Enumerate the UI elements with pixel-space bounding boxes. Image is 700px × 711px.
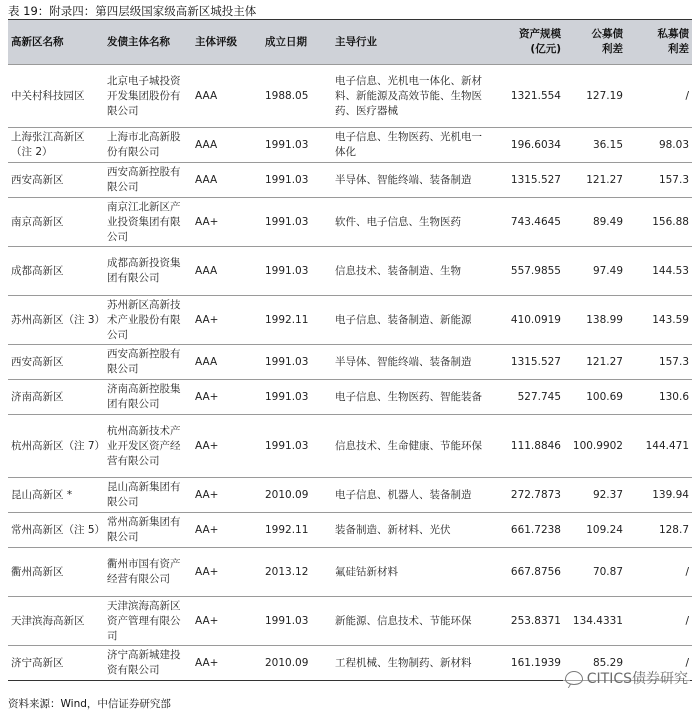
cell-rating: AA+: [192, 198, 262, 247]
cell-zone: 上海张江高新区（注 2）: [8, 128, 104, 163]
cell-public-spread: 92.37: [564, 478, 626, 513]
cell-public-spread: 97.49: [564, 247, 626, 296]
cell-zone: 杭州高新区（注 7）: [8, 415, 104, 478]
cell-public-spread: 100.69: [564, 380, 626, 415]
cell-founded: 2010.09: [262, 478, 332, 513]
cell-issuer: 苏州新区高新技术产业股份有限公司: [104, 296, 192, 345]
cell-public-spread: 121.27: [564, 345, 626, 380]
table-row: [8, 548, 692, 597]
cell-zone: 南京高新区: [8, 198, 104, 247]
header-private-spread: 私募债 利差: [626, 20, 692, 65]
cell-issuer: 南京江北新区产业投资集团有限公司: [104, 198, 192, 247]
header-rating: 主体评级: [192, 20, 262, 65]
table-caption: 表 19：附录四：第四层级国家级高新区城投主体: [8, 4, 257, 18]
cell-founded: 1991.03: [262, 415, 332, 478]
cell-rating: AAA: [192, 163, 262, 198]
cell-industry: 信息技术、装备制造、生物: [332, 247, 492, 296]
cell-rating: AA+: [192, 597, 262, 646]
cell-assets: 111.8846: [492, 415, 564, 478]
cell-industry: 软件、电子信息、生物医药: [332, 198, 492, 247]
cell-private-spread: 144.471: [626, 415, 692, 478]
cell-industry: 电子信息、装备制造、新能源: [332, 296, 492, 345]
cell-zone: 衢州高新区: [8, 548, 104, 597]
cell-zone: 常州高新区（注 5）: [8, 513, 104, 548]
cell-industry: 电子信息、生物医药、智能装备: [332, 380, 492, 415]
cell-industry: 电子信息、机器人、装备制造: [332, 478, 492, 513]
cell-private-spread: 144.53: [626, 247, 692, 296]
cell-zone: 中关村科技园区: [8, 65, 104, 128]
cell-public-spread: 89.49: [564, 198, 626, 247]
cell-private-spread: 139.94: [626, 478, 692, 513]
cell-industry: 工程机械、生物制药、新材料: [332, 646, 492, 681]
cell-founded: 1991.03: [262, 380, 332, 415]
cell-assets: 667.8756: [492, 548, 564, 597]
table-row: [8, 65, 692, 128]
cell-assets: 161.1939: [492, 646, 564, 681]
cell-assets: 1321.554: [492, 65, 564, 128]
cell-private-spread: 157.3: [626, 345, 692, 380]
cell-zone: 昆山高新区 *: [8, 478, 104, 513]
cell-assets: 253.8371: [492, 597, 564, 646]
cell-private-spread: /: [626, 597, 692, 646]
cell-rating: AA+: [192, 415, 262, 478]
cell-rating: AAA: [192, 345, 262, 380]
cell-founded: 1991.03: [262, 345, 332, 380]
cell-issuer: 衢州市国有资产经营有限公司: [104, 548, 192, 597]
cell-rating: AAA: [192, 65, 262, 128]
header-row: [8, 20, 692, 65]
cell-assets: 557.9855: [492, 247, 564, 296]
cell-rating: AA+: [192, 548, 262, 597]
cell-assets: 1315.527: [492, 345, 564, 380]
cell-industry: 半导体、智能终端、装备制造: [332, 163, 492, 198]
cell-issuer: 杭州高新技术产业开发区资产经营有限公司: [104, 415, 192, 478]
cell-public-spread: 100.9902: [564, 415, 626, 478]
cell-public-spread: 109.24: [564, 513, 626, 548]
cell-zone: 西安高新区: [8, 345, 104, 380]
cell-public-spread: 70.87: [564, 548, 626, 597]
header-zone: 高新区名称: [8, 20, 104, 65]
cell-public-spread: 36.15: [564, 128, 626, 163]
cell-issuer: 西安高新控股有限公司: [104, 163, 192, 198]
cell-industry: 装备制造、新材料、光伏: [332, 513, 492, 548]
header-public-spread: 公募债 利差: [564, 20, 626, 65]
cell-zone: 济宁高新区: [8, 646, 104, 681]
cell-issuer: 北京电子城投资开发集团股份有限公司: [104, 65, 192, 128]
cell-rating: AAA: [192, 247, 262, 296]
cell-rating: AA+: [192, 380, 262, 415]
cell-assets: 1315.527: [492, 163, 564, 198]
cell-public-spread: 85.29: [564, 646, 626, 681]
table-row: [8, 380, 692, 415]
table-row: [8, 478, 692, 513]
header-assets: 资产规模 (亿元): [492, 20, 564, 65]
cell-assets: 272.7873: [492, 478, 564, 513]
cell-founded: 1991.03: [262, 128, 332, 163]
cell-private-spread: 128.7: [626, 513, 692, 548]
cell-zone: 济南高新区: [8, 380, 104, 415]
cell-industry: 新能源、信息技术、节能环保: [332, 597, 492, 646]
watermark-text: CITICS债券研究: [586, 671, 688, 687]
cell-founded: 1991.03: [262, 198, 332, 247]
table-row: [8, 345, 692, 380]
table-row: [8, 198, 692, 247]
cell-industry: 电子信息、生物医药、光机电一体化: [332, 128, 492, 163]
header-industry: 主导行业: [332, 20, 492, 65]
cell-private-spread: /: [626, 548, 692, 597]
cell-founded: 2010.09: [262, 646, 332, 681]
cell-private-spread: 98.03: [626, 128, 692, 163]
cell-founded: 1988.05: [262, 65, 332, 128]
cell-industry: 氟硅钴新材料: [332, 548, 492, 597]
cell-founded: 1991.03: [262, 247, 332, 296]
cell-industry: 半导体、智能终端、装备制造: [332, 345, 492, 380]
cell-rating: AA+: [192, 513, 262, 548]
cell-assets: 527.745: [492, 380, 564, 415]
cell-public-spread: 134.4331: [564, 597, 626, 646]
high-tech-zone-table: [8, 20, 692, 681]
cell-issuer: 成都高新投资集团有限公司: [104, 247, 192, 296]
cell-industry: 信息技术、生命健康、节能环保: [332, 415, 492, 478]
cell-assets: 196.6034: [492, 128, 564, 163]
cell-issuer: 济南高新控股集团有限公司: [104, 380, 192, 415]
cell-rating: AAA: [192, 128, 262, 163]
cell-public-spread: 138.99: [564, 296, 626, 345]
cell-zone: 苏州高新区（注 3）: [8, 296, 104, 345]
table-row: [8, 513, 692, 548]
cell-rating: AA+: [192, 478, 262, 513]
cell-private-spread: /: [626, 65, 692, 128]
table-row: [8, 128, 692, 163]
table-row: [8, 415, 692, 478]
cell-zone: 西安高新区: [8, 163, 104, 198]
cell-zone: 成都高新区: [8, 247, 104, 296]
wechat-icon: [565, 671, 583, 685]
cell-private-spread: 143.59: [626, 296, 692, 345]
cell-private-spread: 130.6: [626, 380, 692, 415]
header-issuer: 发债主体名称: [104, 20, 192, 65]
watermark: [563, 668, 690, 688]
cell-zone: 天津滨海高新区: [8, 597, 104, 646]
cell-founded: 1991.03: [262, 163, 332, 198]
cell-rating: AA+: [192, 296, 262, 345]
cell-issuer: 昆山高新集团有限公司: [104, 478, 192, 513]
cell-founded: 1992.11: [262, 296, 332, 345]
cell-public-spread: 127.19: [564, 65, 626, 128]
cell-rating: AA+: [192, 646, 262, 681]
table-row: [8, 163, 692, 198]
cell-assets: 661.7238: [492, 513, 564, 548]
cell-assets: 410.0919: [492, 296, 564, 345]
cell-industry: 电子信息、光机电一体化、新材料、新能源及高效节能、生物医药、医疗器械: [332, 65, 492, 128]
cell-founded: 1991.03: [262, 597, 332, 646]
cell-issuer: 上海市北高新股份有限公司: [104, 128, 192, 163]
cell-issuer: 济宁高新城建投资有限公司: [104, 646, 192, 681]
table-row: [8, 247, 692, 296]
source-note: 资料来源：Wind，中信证券研究部: [8, 698, 171, 710]
cell-founded: 1992.11: [262, 513, 332, 548]
cell-issuer: 西安高新控股有限公司: [104, 345, 192, 380]
header-founded: 成立日期: [262, 20, 332, 65]
cell-assets: 743.4645: [492, 198, 564, 247]
cell-founded: 2013.12: [262, 548, 332, 597]
cell-public-spread: 121.27: [564, 163, 626, 198]
table-row: [8, 296, 692, 345]
cell-issuer: 常州高新集团有限公司: [104, 513, 192, 548]
cell-private-spread: 156.88: [626, 198, 692, 247]
table-body: [8, 65, 692, 681]
table-row: [8, 597, 692, 646]
cell-private-spread: 157.3: [626, 163, 692, 198]
cell-issuer: 天津滨海高新区资产管理有限公司: [104, 597, 192, 646]
cell-private-spread: /: [626, 646, 692, 681]
